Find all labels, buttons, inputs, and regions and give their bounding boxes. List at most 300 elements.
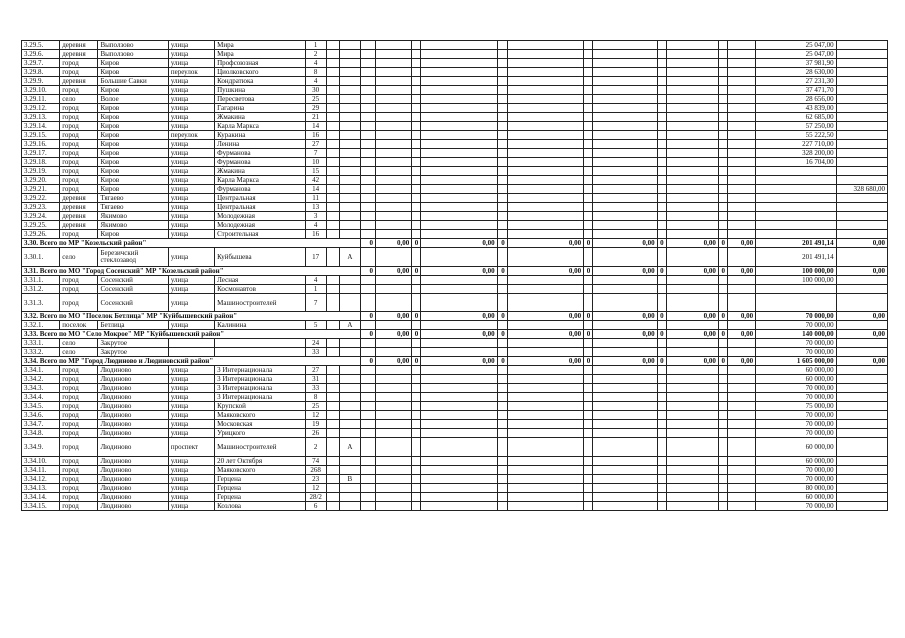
empty-cell — [666, 375, 718, 384]
subtotal-row — [22, 267, 888, 276]
settlement-type: город — [60, 411, 98, 420]
empty-cell — [326, 502, 339, 511]
empty-cell — [584, 221, 593, 230]
settlement-name: Людиново — [98, 457, 168, 466]
row-number: 3.34.3. — [22, 384, 60, 393]
empty-cell — [326, 375, 339, 384]
mark-cell: А — [339, 321, 360, 330]
empty-cell — [666, 411, 718, 420]
empty-cell — [727, 158, 755, 167]
empty-cell — [360, 502, 375, 511]
street-type: улица — [168, 484, 214, 493]
row-number: 3.29.24. — [22, 212, 60, 221]
house-number: 10 — [305, 158, 326, 167]
empty-cell — [421, 438, 497, 457]
amount-cell — [836, 429, 887, 438]
street-name: Крупской — [215, 402, 306, 411]
empty-cell — [360, 339, 375, 348]
empty-cell — [718, 113, 727, 122]
empty-cell — [593, 285, 657, 294]
subtotal-amount: 1 605 000,00 — [756, 357, 836, 366]
empty-cell — [421, 466, 497, 475]
empty-cell — [584, 176, 593, 185]
street-type: улица — [168, 77, 214, 86]
empty-cell — [666, 131, 718, 140]
house-number: 14 — [305, 185, 326, 194]
amount-cell: 328 200,00 — [756, 149, 836, 158]
empty-cell — [718, 438, 727, 457]
empty-cell — [421, 203, 497, 212]
street-name: Герцена — [215, 484, 306, 493]
empty-cell — [666, 484, 718, 493]
street-name: Центральная — [215, 203, 306, 212]
amount-cell — [756, 194, 836, 203]
settlement-name: Людиново — [98, 475, 168, 484]
empty-cell — [497, 140, 507, 149]
mark-cell — [339, 176, 360, 185]
empty-cell — [412, 384, 421, 393]
empty-cell — [584, 86, 593, 95]
empty-cell — [421, 131, 497, 140]
empty-cell — [360, 321, 375, 330]
empty-cell — [412, 59, 421, 68]
empty-cell — [727, 77, 755, 86]
empty-cell — [360, 248, 375, 267]
amount-cell — [836, 86, 887, 95]
empty-cell — [507, 393, 583, 402]
row-number: 3.29.20. — [22, 176, 60, 185]
empty-cell — [718, 203, 727, 212]
empty-cell — [666, 466, 718, 475]
empty-cell — [593, 149, 657, 158]
empty-cell — [507, 176, 583, 185]
house-number: 17 — [305, 248, 326, 267]
house-number: 21 — [305, 113, 326, 122]
empty-cell — [326, 59, 339, 68]
house-number: 33 — [305, 384, 326, 393]
empty-cell — [497, 176, 507, 185]
empty-cell — [584, 185, 593, 194]
empty-cell — [360, 402, 375, 411]
settlement-type: деревня — [60, 212, 98, 221]
street-name: 3 Интернационала — [215, 366, 306, 375]
empty-cell — [497, 59, 507, 68]
street-type: улица — [168, 86, 214, 95]
amount-cell: 60 000,00 — [756, 366, 836, 375]
mark-cell — [339, 366, 360, 375]
street-type: улица — [168, 466, 214, 475]
table-row — [22, 475, 888, 484]
amount-cell — [836, 393, 887, 402]
settlement-type: город — [60, 493, 98, 502]
empty-cell — [593, 502, 657, 511]
empty-cell — [593, 185, 657, 194]
empty-cell — [657, 140, 666, 149]
empty-cell — [497, 493, 507, 502]
empty-cell — [326, 95, 339, 104]
empty-cell — [718, 393, 727, 402]
empty-cell — [497, 104, 507, 113]
mark-cell: А — [339, 248, 360, 267]
empty-cell — [497, 158, 507, 167]
empty-cell — [421, 475, 497, 484]
empty-cell — [497, 366, 507, 375]
table-row — [22, 375, 888, 384]
amount-cell — [836, 321, 887, 330]
empty-cell — [360, 466, 375, 475]
settlement-name: Людиново — [98, 393, 168, 402]
empty-cell — [412, 149, 421, 158]
zero-count: 0 — [360, 357, 375, 366]
empty-cell — [666, 68, 718, 77]
empty-cell — [507, 321, 583, 330]
street-type: улица — [168, 176, 214, 185]
empty-cell — [375, 104, 411, 113]
mark-cell — [339, 95, 360, 104]
empty-cell — [375, 50, 411, 59]
table-row — [22, 384, 888, 393]
mark-cell — [339, 348, 360, 357]
subtotal-amount: 100 000,00 — [756, 267, 836, 276]
amount-cell — [836, 457, 887, 466]
mark-cell — [339, 68, 360, 77]
empty-cell — [718, 276, 727, 285]
empty-cell — [497, 402, 507, 411]
amount-cell — [836, 212, 887, 221]
table-row — [22, 457, 888, 466]
mark-cell — [339, 104, 360, 113]
empty-cell — [421, 366, 497, 375]
settlement-name: Киров — [98, 176, 168, 185]
zero-count: 0 — [657, 267, 666, 276]
row-number: 3.29.13. — [22, 113, 60, 122]
row-number: 3.29.16. — [22, 140, 60, 149]
amount-cell — [836, 77, 887, 86]
amount-cell — [836, 122, 887, 131]
row-number: 3.34.8. — [22, 429, 60, 438]
empty-cell — [507, 149, 583, 158]
street-type: улица — [168, 203, 214, 212]
amount-cell: 37 471,70 — [756, 86, 836, 95]
empty-cell — [584, 41, 593, 50]
empty-cell — [584, 140, 593, 149]
empty-cell — [507, 185, 583, 194]
empty-cell — [718, 321, 727, 330]
empty-cell — [584, 203, 593, 212]
empty-cell — [718, 59, 727, 68]
empty-cell — [718, 176, 727, 185]
subtotal-title: 3.31. Всего по МО "Город Сосенский" МР "Козельский район" — [22, 267, 361, 276]
subtotal-amount: 201 491,14 — [756, 239, 836, 248]
empty-cell — [326, 149, 339, 158]
empty-cell — [507, 158, 583, 167]
street-name: Московская — [215, 420, 306, 429]
row-number: 3.34.7. — [22, 420, 60, 429]
street-name: Фурманова — [215, 185, 306, 194]
empty-cell — [421, 41, 497, 50]
amount-cell: 70 000,00 — [756, 466, 836, 475]
empty-cell — [421, 429, 497, 438]
empty-cell — [584, 212, 593, 221]
empty-cell — [412, 321, 421, 330]
settlement-name: Тягаево — [98, 194, 168, 203]
empty-cell — [326, 122, 339, 131]
zero-count: 0 — [360, 267, 375, 276]
settlement-type: город — [60, 230, 98, 239]
empty-cell — [718, 221, 727, 230]
zero-count: 0 — [657, 312, 666, 321]
empty-cell — [657, 50, 666, 59]
empty-cell — [326, 420, 339, 429]
row-number: 3.29.22. — [22, 194, 60, 203]
empty-cell — [326, 50, 339, 59]
empty-cell — [593, 420, 657, 429]
empty-cell — [421, 59, 497, 68]
empty-cell — [497, 167, 507, 176]
empty-cell — [666, 176, 718, 185]
empty-cell — [360, 158, 375, 167]
table-row — [22, 221, 888, 230]
street-type: улица — [168, 113, 214, 122]
zero-amount: 0,00 — [421, 267, 497, 276]
amount-cell: 60 000,00 — [756, 375, 836, 384]
empty-cell — [421, 77, 497, 86]
settlement-type: город — [60, 276, 98, 285]
settlement-name: Большие Савки — [98, 77, 168, 86]
settlement-name: Киров — [98, 68, 168, 77]
empty-cell — [666, 158, 718, 167]
empty-cell — [718, 285, 727, 294]
empty-cell — [666, 59, 718, 68]
zero-amount: 0,00 — [375, 312, 411, 321]
amount-cell — [836, 158, 887, 167]
empty-cell — [326, 77, 339, 86]
row-number: 3.29.10. — [22, 86, 60, 95]
house-number: 2 — [305, 438, 326, 457]
amount-cell: 70 000,00 — [756, 348, 836, 357]
empty-cell — [412, 438, 421, 457]
empty-cell — [412, 402, 421, 411]
house-number: 26 — [305, 429, 326, 438]
empty-cell — [360, 221, 375, 230]
amount-cell — [836, 420, 887, 429]
empty-cell — [507, 466, 583, 475]
empty-cell — [421, 348, 497, 357]
empty-cell — [360, 149, 375, 158]
empty-cell — [412, 339, 421, 348]
empty-cell — [360, 185, 375, 194]
settlement-type: город — [60, 466, 98, 475]
empty-cell — [657, 203, 666, 212]
table-row — [22, 484, 888, 493]
empty-cell — [507, 429, 583, 438]
house-number: 12 — [305, 484, 326, 493]
empty-cell — [718, 294, 727, 312]
empty-cell — [507, 493, 583, 502]
empty-cell — [593, 50, 657, 59]
table-row — [22, 176, 888, 185]
empty-cell — [727, 366, 755, 375]
settlement-type: город — [60, 167, 98, 176]
settlement-name: Людиново — [98, 429, 168, 438]
table-row — [22, 41, 888, 50]
empty-cell — [375, 366, 411, 375]
empty-cell — [718, 140, 727, 149]
mark-cell — [339, 384, 360, 393]
empty-cell — [375, 221, 411, 230]
zero-count: 0 — [657, 239, 666, 248]
street-name: Циолковского — [215, 68, 306, 77]
empty-cell — [584, 366, 593, 375]
empty-cell — [375, 294, 411, 312]
empty-cell — [375, 158, 411, 167]
house-number: 28/2 — [305, 493, 326, 502]
settlement-name: Киров — [98, 185, 168, 194]
empty-cell — [326, 140, 339, 149]
empty-cell — [412, 185, 421, 194]
amount-cell — [836, 348, 887, 357]
empty-cell — [421, 457, 497, 466]
table-row — [22, 438, 888, 457]
empty-cell — [421, 484, 497, 493]
empty-cell — [421, 104, 497, 113]
empty-cell — [727, 402, 755, 411]
empty-cell — [375, 285, 411, 294]
empty-cell — [727, 68, 755, 77]
zero-amount: 0,00 — [666, 312, 718, 321]
table-row — [22, 248, 888, 267]
row-number: 3.33.2. — [22, 348, 60, 357]
empty-cell — [593, 113, 657, 122]
empty-cell — [326, 457, 339, 466]
empty-cell — [666, 420, 718, 429]
settlement-name: Людиново — [98, 493, 168, 502]
row-number: 3.34.4. — [22, 393, 60, 402]
amount-cell — [836, 131, 887, 140]
zero-amount: 0,00 — [727, 312, 755, 321]
settlement-type: деревня — [60, 77, 98, 86]
street-name: Гагарина — [215, 104, 306, 113]
zero-amount: 0,00 — [666, 239, 718, 248]
settlement-name: Людиново — [98, 375, 168, 384]
empty-cell — [375, 457, 411, 466]
street-type: улица — [168, 230, 214, 239]
empty-cell — [360, 438, 375, 457]
empty-cell — [412, 131, 421, 140]
empty-cell — [584, 50, 593, 59]
amount-cell: 60 000,00 — [756, 493, 836, 502]
empty-cell — [360, 77, 375, 86]
empty-cell — [421, 230, 497, 239]
empty-cell — [584, 466, 593, 475]
empty-cell — [593, 68, 657, 77]
zero-amount: 0,00 — [421, 357, 497, 366]
empty-cell — [727, 59, 755, 68]
empty-cell — [375, 68, 411, 77]
zero-amount: 0,00 — [375, 357, 411, 366]
empty-cell — [657, 502, 666, 511]
empty-cell — [375, 411, 411, 420]
amount-cell: 62 685,00 — [756, 113, 836, 122]
empty-cell — [727, 348, 755, 357]
settlement-name: Якимово — [98, 212, 168, 221]
street-name: Куйбышева — [215, 248, 306, 267]
empty-cell — [718, 194, 727, 203]
empty-cell — [412, 294, 421, 312]
empty-cell — [727, 41, 755, 50]
amount-cell — [756, 203, 836, 212]
empty-cell — [412, 429, 421, 438]
settlement-type: город — [60, 420, 98, 429]
empty-cell — [507, 95, 583, 104]
mark-cell — [339, 294, 360, 312]
empty-cell — [657, 411, 666, 420]
amount-cell: 70 000,00 — [756, 393, 836, 402]
empty-cell — [421, 176, 497, 185]
amount-cell — [836, 203, 887, 212]
settlement-name: Закрутое — [98, 339, 168, 348]
street-name: Профсоюзная — [215, 59, 306, 68]
street-name: Карла Маркса — [215, 176, 306, 185]
table-row — [22, 194, 888, 203]
zero-count: 0 — [497, 357, 507, 366]
empty-cell — [718, 420, 727, 429]
empty-cell — [593, 95, 657, 104]
house-number: 31 — [305, 375, 326, 384]
empty-cell — [657, 294, 666, 312]
empty-cell — [421, 339, 497, 348]
zero-amount: 0,00 — [593, 330, 657, 339]
empty-cell — [584, 95, 593, 104]
empty-cell — [326, 104, 339, 113]
zero-amount: 0,00 — [593, 267, 657, 276]
empty-cell — [593, 167, 657, 176]
empty-cell — [718, 230, 727, 239]
empty-cell — [375, 167, 411, 176]
empty-cell — [666, 438, 718, 457]
settlement-name: Киров — [98, 149, 168, 158]
empty-cell — [666, 194, 718, 203]
empty-cell — [507, 59, 583, 68]
amount-cell — [836, 68, 887, 77]
empty-cell — [497, 50, 507, 59]
amount-cell — [756, 221, 836, 230]
empty-cell — [584, 375, 593, 384]
empty-cell — [497, 411, 507, 420]
row-number: 3.34.11. — [22, 466, 60, 475]
mark-cell — [339, 457, 360, 466]
subtotal-amount: 70 000,00 — [756, 312, 836, 321]
empty-cell — [421, 294, 497, 312]
empty-cell — [507, 131, 583, 140]
empty-cell — [326, 285, 339, 294]
empty-cell — [507, 113, 583, 122]
empty-cell — [412, 122, 421, 131]
row-number: 3.29.19. — [22, 167, 60, 176]
table-row — [22, 77, 888, 86]
empty-cell — [657, 285, 666, 294]
empty-cell — [326, 167, 339, 176]
empty-cell — [360, 475, 375, 484]
amount-cell — [836, 194, 887, 203]
empty-cell — [421, 113, 497, 122]
zero-amount: 0,00 — [666, 357, 718, 366]
empty-cell — [360, 203, 375, 212]
empty-cell — [657, 366, 666, 375]
empty-cell — [657, 348, 666, 357]
empty-cell — [421, 221, 497, 230]
subtotal-row — [22, 312, 888, 321]
